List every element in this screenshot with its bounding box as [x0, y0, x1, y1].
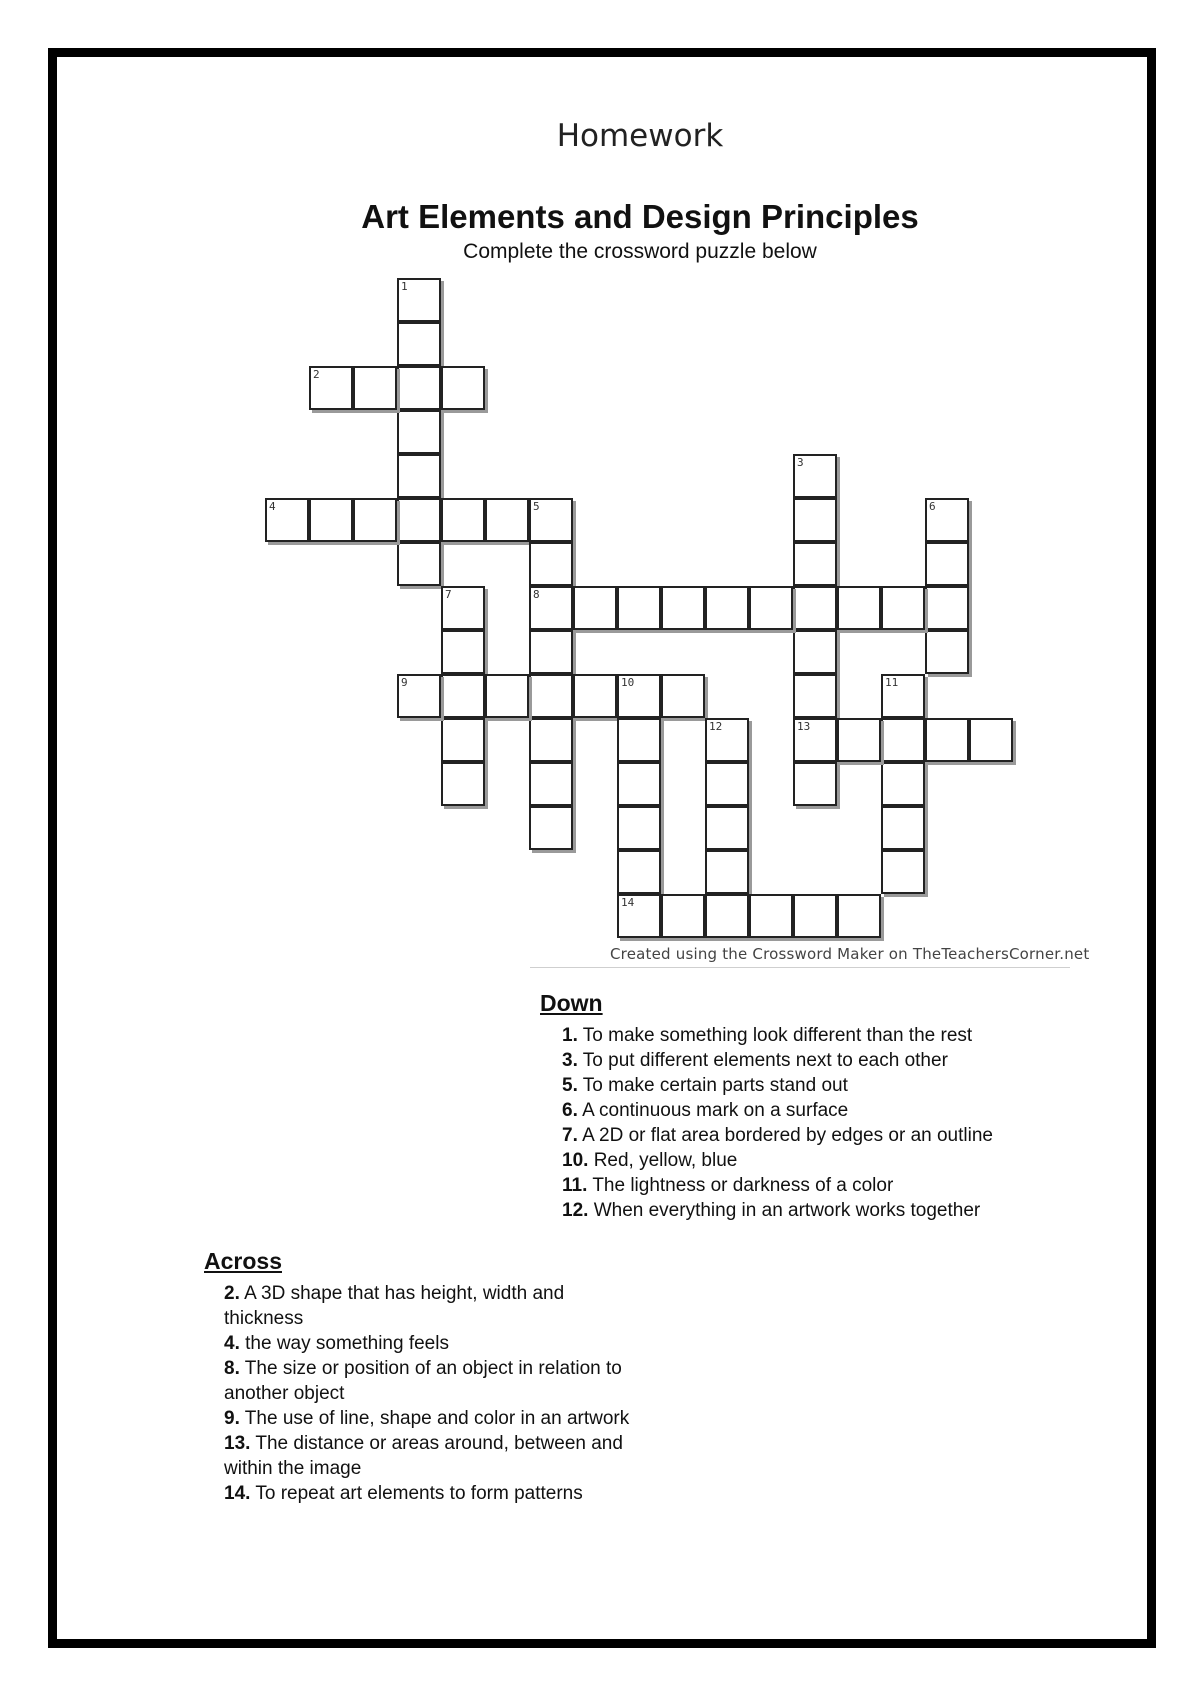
grid-cell[interactable]: [529, 542, 573, 586]
down-clue: 3. To put different elements next to each other: [562, 1050, 948, 1071]
grid-cell[interactable]: [793, 630, 837, 674]
grid-cell[interactable]: [705, 850, 749, 894]
across-clues: [204, 1248, 644, 1506]
grid-cell[interactable]: [617, 674, 661, 718]
grid-cell[interactable]: [705, 894, 749, 938]
grid-cell[interactable]: [793, 894, 837, 938]
grid-cell[interactable]: [661, 894, 705, 938]
across-clue: 14. To repeat art elements to form patterns: [224, 1483, 583, 1504]
cell-number: 10: [621, 676, 635, 689]
grid-cell[interactable]: [529, 498, 573, 542]
cell-number: 5: [533, 500, 540, 513]
grid-cell[interactable]: [485, 674, 529, 718]
grid-cell[interactable]: [573, 674, 617, 718]
grid-cell[interactable]: [529, 630, 573, 674]
grid-cell[interactable]: [397, 410, 441, 454]
grid-cell[interactable]: [705, 762, 749, 806]
grid-cell[interactable]: [749, 894, 793, 938]
grid-cell[interactable]: [793, 718, 837, 762]
puzzle-subtitle: Complete the crossword puzzle below: [463, 240, 817, 263]
grid-cell[interactable]: [661, 586, 705, 630]
cell-number: 6: [929, 500, 936, 513]
grid-cell[interactable]: [617, 586, 661, 630]
cell-number: 14: [621, 896, 635, 909]
grid-cell[interactable]: [265, 498, 309, 542]
grid-cell[interactable]: [925, 718, 969, 762]
grid-cell[interactable]: [309, 366, 353, 410]
down-clue: 7. A 2D or flat area bordered by edges or an outline: [562, 1125, 993, 1146]
grid-cell[interactable]: [837, 894, 881, 938]
across-clue: 9. The use of line, shape and color in an artwork: [224, 1408, 630, 1429]
grid-cell[interactable]: [617, 718, 661, 762]
across-clue: 8. The size or position of an object in relation to another object: [224, 1358, 622, 1404]
cell-number: 3: [797, 456, 804, 469]
grid-cell[interactable]: [881, 674, 925, 718]
grid-cell[interactable]: [881, 850, 925, 894]
cell-number: 1: [401, 280, 408, 293]
grid-cell[interactable]: [881, 718, 925, 762]
grid-cell[interactable]: [441, 674, 485, 718]
grid-cell[interactable]: [925, 542, 969, 586]
grid-cell[interactable]: [705, 806, 749, 850]
grid-cell[interactable]: [793, 542, 837, 586]
down-clue: 10. Red, yellow, blue: [562, 1150, 738, 1171]
grid-cell[interactable]: [881, 806, 925, 850]
grid-cell[interactable]: [793, 762, 837, 806]
grid-cell[interactable]: [617, 762, 661, 806]
down-heading: Down: [540, 990, 603, 1016]
grid-cell[interactable]: [441, 762, 485, 806]
cell-number: 7: [445, 588, 452, 601]
grid-cell[interactable]: [529, 718, 573, 762]
across-clue: 4. the way something feels: [224, 1333, 449, 1354]
grid-cell[interactable]: [617, 894, 661, 938]
grid-cell[interactable]: [925, 498, 969, 542]
grid-cell[interactable]: [793, 586, 837, 630]
down-clue: 12. When everything in an artwork works together: [562, 1200, 981, 1221]
grid-cell[interactable]: [793, 674, 837, 718]
grid-cell[interactable]: [925, 586, 969, 630]
grid-cell[interactable]: [441, 586, 485, 630]
down-clues: [540, 990, 1100, 1223]
grid-cell[interactable]: [617, 806, 661, 850]
grid-cell[interactable]: [353, 498, 397, 542]
across-heading: Across: [204, 1248, 282, 1274]
grid-cell[interactable]: [397, 674, 441, 718]
grid-cell[interactable]: [397, 542, 441, 586]
page-heading: Homework: [556, 118, 724, 154]
grid-cell[interactable]: [441, 718, 485, 762]
grid-cell[interactable]: [397, 366, 441, 410]
grid-cell[interactable]: [749, 586, 793, 630]
down-clue: 5. To make certain parts stand out: [562, 1075, 848, 1096]
grid-cell[interactable]: [969, 718, 1013, 762]
grid-cell[interactable]: [397, 322, 441, 366]
grid-cell[interactable]: [793, 454, 837, 498]
grid-cell[interactable]: [617, 850, 661, 894]
credit-line: Created using the Crossword Maker on TheTeachersCorner.net: [610, 945, 1090, 963]
grid-cell[interactable]: [837, 586, 881, 630]
credit-divider: [530, 967, 1070, 968]
grid-cell[interactable]: [529, 586, 573, 630]
grid-cell[interactable]: [529, 806, 573, 850]
grid-cell[interactable]: [353, 366, 397, 410]
grid-cell[interactable]: [793, 498, 837, 542]
grid-cell[interactable]: [705, 718, 749, 762]
cell-number: 9: [401, 676, 408, 689]
cell-number: 8: [533, 588, 540, 601]
grid-cell[interactable]: [485, 498, 529, 542]
across-clue: 2. A 3D shape that has height, width and thickness: [224, 1283, 565, 1329]
grid-cell[interactable]: [881, 586, 925, 630]
grid-cell[interactable]: [881, 762, 925, 806]
down-clue: 11. The lightness or darkness of a color: [562, 1175, 894, 1196]
cell-number: 11: [885, 676, 899, 689]
grid-cell[interactable]: [441, 366, 485, 410]
grid-cell[interactable]: [661, 674, 705, 718]
grid-cell[interactable]: [441, 498, 485, 542]
grid-cell[interactable]: [397, 454, 441, 498]
cell-number: 4: [269, 500, 276, 513]
grid-cell[interactable]: [397, 498, 441, 542]
across-clue: 13. The distance or areas around, between and within the image: [224, 1433, 623, 1479]
puzzle-title: Art Elements and Design Principles: [361, 198, 919, 235]
grid-cell[interactable]: [441, 630, 485, 674]
grid-cell[interactable]: [705, 586, 749, 630]
down-clue: 6. A continuous mark on a surface: [562, 1100, 849, 1121]
grid-cell[interactable]: [573, 586, 617, 630]
grid-cell[interactable]: [925, 630, 969, 674]
cell-number: 13: [797, 720, 811, 733]
grid-cell[interactable]: [397, 278, 441, 322]
grid-cell[interactable]: [529, 762, 573, 806]
grid-cell[interactable]: [837, 718, 881, 762]
down-clue: 1. To make something look different than the rest: [562, 1025, 973, 1046]
cell-number: 2: [313, 368, 320, 381]
cell-number: 12: [709, 720, 723, 733]
grid-cell[interactable]: [529, 674, 573, 718]
grid-cell[interactable]: [309, 498, 353, 542]
